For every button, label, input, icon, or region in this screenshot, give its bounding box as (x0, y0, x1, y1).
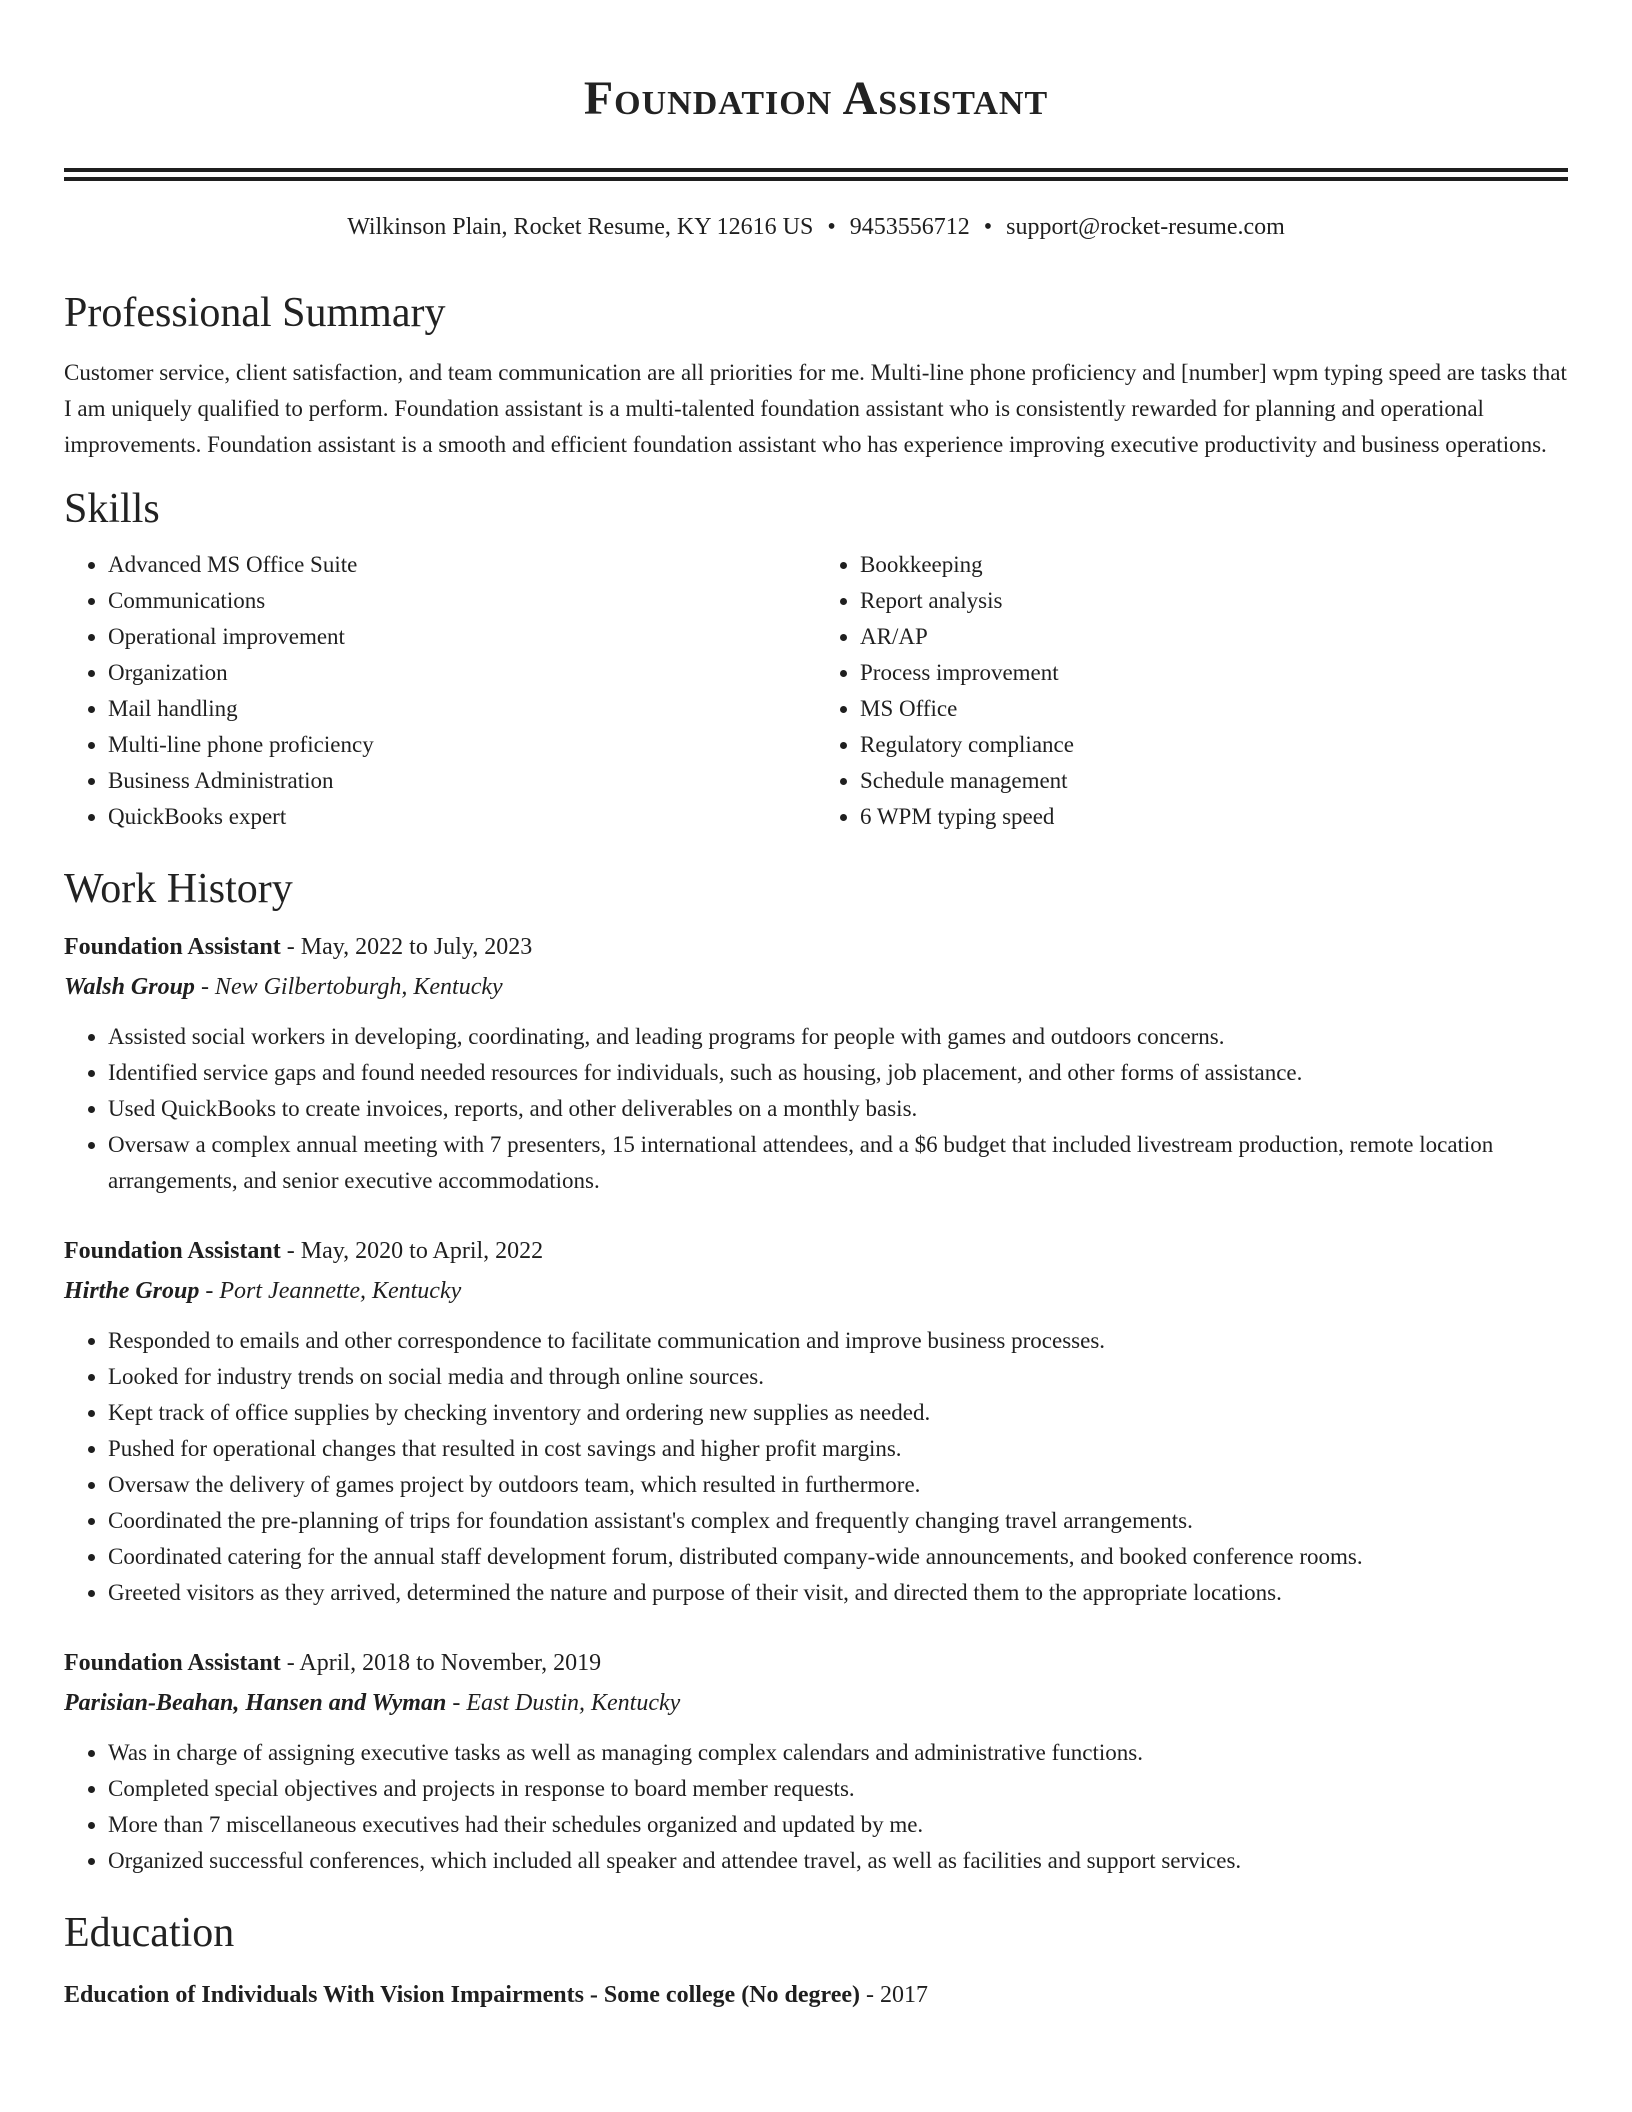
job-dates: - April, 2018 to November, 2019 (280, 1650, 602, 1676)
job-entry (64, 927, 1568, 1199)
education-entry (64, 1977, 1568, 2013)
job-location: - New Gilbertoburgh, Kentucky (194, 974, 503, 1000)
job-bullets (64, 1323, 1568, 1611)
job-bullet: • Responded to emails and other correspondence to facilitate communication and improve business processes. (108, 1323, 1568, 1359)
header-rule-top (64, 168, 1568, 172)
job-company-line (64, 967, 1568, 1007)
education-heading: Education (64, 1910, 235, 1956)
job-dates: - May, 2020 to April, 2022 (280, 1238, 544, 1264)
job-title: Foundation Assistant (64, 1650, 281, 1676)
job-bullet: • Used QuickBooks to create invoices, reports, and other deliverables on a monthly basis. (108, 1091, 1568, 1127)
job-bullet: • Completed special objectives and projects in response to board member requests. (108, 1771, 1568, 1807)
skill-item: • 6 WPM typing speed (860, 799, 1568, 835)
skill-item: • Business Administration (108, 763, 816, 799)
job-bullet: • Pushed for operational changes that resulted in cost savings and higher profit margins. (108, 1431, 1568, 1467)
job-company-line (64, 1683, 1568, 1723)
summary-heading: Professional Summary (64, 290, 446, 336)
skill-item: • Report analysis (860, 583, 1568, 619)
contact-address: Wilkinson Plain, Rocket Resume, KY 12616 US (347, 214, 814, 240)
skill-item: • Operational improvement (108, 619, 816, 655)
contact-separator: • (827, 214, 836, 240)
skills-list-right (816, 547, 1568, 835)
job-title-line (64, 927, 1568, 967)
job-bullet: • Assisted social workers in developing, coordinating, and leading programs for people with games and outdoors concerns. (108, 1019, 1568, 1055)
skill-item: • Bookkeeping (860, 547, 1568, 583)
education-title: Education of Individuals With Vision Impairments - Some college (No degree) (64, 1982, 861, 2008)
skill-item: • Multi-line phone proficiency (108, 727, 816, 763)
job-bullet: • Coordinated the pre-planning of trips for foundation assistant's complex and frequently changing travel arrangements. (108, 1503, 1568, 1539)
skills-heading: Skills (64, 486, 160, 532)
job-bullet: • Coordinated catering for the annual staff development forum, distributed company-wide announcements, and booked conference rooms. (108, 1539, 1568, 1575)
job-company: Hirthe Group (64, 1278, 200, 1304)
job-location: - Port Jeannette, Kentucky (199, 1278, 462, 1304)
summary-text: Customer service, client satisfaction, and team communication are all priorities for me. Multi-line phone proficiency and [number] wpm typing speed are tasks that I am uniquely qualified to perform. Foundation assistant is a multi-talented foundation assistant who is consistently rewarded for planning and operational improvements. Foundation assistant is a smooth and efficient foundation assistant who has experience improving executive productivity and business operations. (64, 360, 1567, 457)
skills-list-left (64, 547, 816, 835)
job-bullet: • Oversaw a complex annual meeting with 7 presenters, 15 international attendees, and a $6 budget that included livestream production, remote location arrangements, and senior executive accommodations. (108, 1127, 1568, 1199)
skill-item: • Organization (108, 655, 816, 691)
job-company-line (64, 1271, 1568, 1311)
job-bullets (64, 1019, 1568, 1199)
skill-item: • AR/AP (860, 619, 1568, 655)
skill-item: • MS Office (860, 691, 1568, 727)
job-company: Parisian-Beahan, Hansen and Wyman (64, 1690, 447, 1716)
resume-name: Foundation Assistant (583, 72, 1049, 125)
job-title: Foundation Assistant (64, 1238, 281, 1264)
job-bullet: • Looked for industry trends on social media and through online sources. (108, 1359, 1568, 1395)
job-bullets (64, 1735, 1568, 1879)
contact-email: support@rocket-resume.com (1006, 214, 1285, 240)
job-bullet: • Oversaw the delivery of games project by outdoors team, which resulted in furthermore. (108, 1467, 1568, 1503)
skill-item: • Mail handling (108, 691, 816, 727)
contact-phone: 9453556712 (849, 214, 970, 240)
skill-item: • Advanced MS Office Suite (108, 547, 816, 583)
skill-item: • Communications (108, 583, 816, 619)
job-bullet: • Was in charge of assigning executive tasks as well as managing complex calendars and administrative functions. (108, 1735, 1568, 1771)
job-dates: - May, 2022 to July, 2023 (280, 934, 533, 960)
job-title: Foundation Assistant (64, 934, 281, 960)
skills-columns (64, 547, 1568, 835)
work-history-heading: Work History (64, 866, 293, 912)
header-rule-bottom (64, 177, 1568, 181)
job-bullet: • Organized successful conferences, which included all speaker and attendee travel, as well as facilities and support services. (108, 1843, 1568, 1879)
skill-item: • Regulatory compliance (860, 727, 1568, 763)
job-bullet: • Kept track of office supplies by checking inventory and ordering new supplies as needed. (108, 1395, 1568, 1431)
job-company: Walsh Group (64, 974, 195, 1000)
skill-item: • Process improvement (860, 655, 1568, 691)
job-bullet: • Greeted visitors as they arrived, determined the nature and purpose of their visit, and directed them to the appropriate locations. (108, 1575, 1568, 1611)
contact-separator: • (983, 214, 993, 240)
job-title-line (64, 1231, 1568, 1271)
job-entry (64, 1231, 1568, 1611)
job-location: - East Dustin, Kentucky (446, 1690, 681, 1716)
job-bullet: • Identified service gaps and found needed resources for individuals, such as housing, job placement, and other forms of assistance. (108, 1055, 1568, 1091)
skill-item: • QuickBooks expert (108, 799, 816, 835)
education-year: - 2017 (860, 1982, 929, 2008)
job-entry (64, 1643, 1568, 1879)
contact-line (64, 209, 1568, 245)
skill-item: • Schedule management (860, 763, 1568, 799)
job-bullet: • More than 7 miscellaneous executives had their schedules organized and updated by me. (108, 1807, 1568, 1843)
job-title-line (64, 1643, 1568, 1683)
